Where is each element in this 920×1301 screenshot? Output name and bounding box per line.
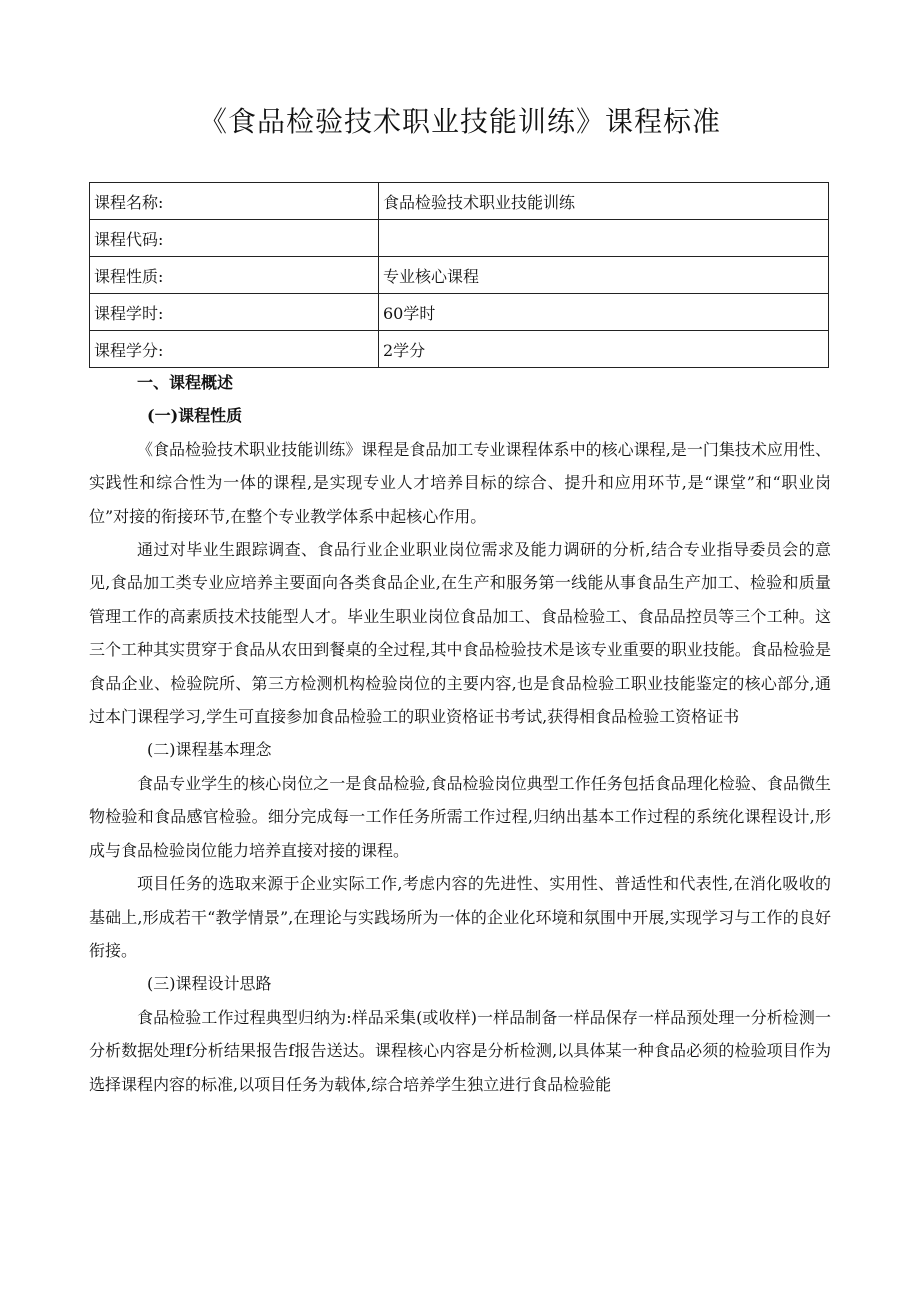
course-hours-label: 课程学时:: [90, 294, 379, 331]
table-row: [90, 220, 829, 257]
course-nature-value: 专业核心课程: [379, 257, 829, 294]
course-credits-label: 课程学分:: [90, 331, 379, 368]
course-hours-value: 60学时: [379, 294, 829, 331]
table-row: [90, 183, 829, 220]
course-nature-label: 课程性质:: [90, 257, 379, 294]
subsection-heading-concept: (二)课程基本理念: [147, 740, 272, 760]
table-row: [90, 331, 829, 368]
document-body: [89, 366, 831, 1101]
paragraph-nature-2: 通过对毕业生跟踪调查、食品行业企业职业岗位需求及能力调研的分析,结合专业指导委员会的意见,食品加工类专业应培养主要面向各类食品企业,在生产和服务第一线能从事食品生产加工、检验和质量管理工作的高素质技术技能型人才。毕业生职业岗位食品加工、食品检验工、食品品控员等三个工种。这三个工种其实贯穿于食品从农田到餐桌的全过程,其中食品检验技术是该专业重要的职业技能。食品检验是食品企业、检验院所、第三方检测机构检验岗位的主要内容,也是食品检验工职业技能鉴定的核心部分,通过本门课程学习,学生可直接参加食品检验工的职业资格证书考试,获得相食品检验工资格证书: [89, 540, 831, 727]
section-heading-overview: 一、课程概述: [137, 373, 234, 392]
course-info-table: [89, 182, 829, 368]
course-name-label: 课程名称:: [90, 183, 379, 220]
document-title: 《食品检验技术职业技能训练》课程标准: [198, 105, 721, 138]
course-code-value: [379, 220, 829, 257]
course-name-value: 食品检验技术职业技能训练: [379, 183, 829, 220]
paragraph-concept-1: 食品专业学生的核心岗位之一是食品检验,食品检验岗位典型工作任务包括食品理化检验、食品微生物检验和食品感官检验。细分完成每一工作任务所需工作过程,归纳出基本工作过程的系统化课程设计,形成与食品检验岗位能力培养直接对接的课程。: [89, 773, 831, 860]
paragraph-concept-2: 项目任务的选取来源于企业实际工作,考虑内容的先进性、实用性、普适性和代表性,在消化吸收的基础上,形成若干“教学情景”,在理论与实践场所为一体的企业化环境和氛围中开展,实现学习与工作的良好衔接。: [89, 874, 831, 960]
subsection-heading-nature: (一)课程性质: [147, 406, 243, 426]
paragraph-design-1: 食品检验工作过程典型归纳为:样品采集(或收样)一样品制备一样品保存一样品预处理一分析检测一分析数据处理f分析结果报告f报告送达。课程核心内容是分析检测,以具体某一种食品必须的检验项目作为选择课程内容的标准,以项目任务为载体,综合培养学生独立进行食品检验能: [89, 1007, 831, 1094]
paragraph-nature-1: 《食品检验技术职业技能训练》课程是食品加工专业课程体系中的核心课程,是一门集技术应用性、实践性和综合性为一体的课程,是实现专业人才培养目标的综合、提升和应用环节,是“课堂”和“职业岗位”对接的衔接环节,在整个专业教学体系中起核心作用。: [89, 439, 831, 526]
subsection-heading-design: (三)课程设计思路: [147, 974, 272, 994]
course-code-label: 课程代码:: [90, 220, 379, 257]
course-credits-value: 2学分: [379, 331, 829, 368]
table-row: [90, 294, 829, 331]
table-row: [90, 257, 829, 294]
